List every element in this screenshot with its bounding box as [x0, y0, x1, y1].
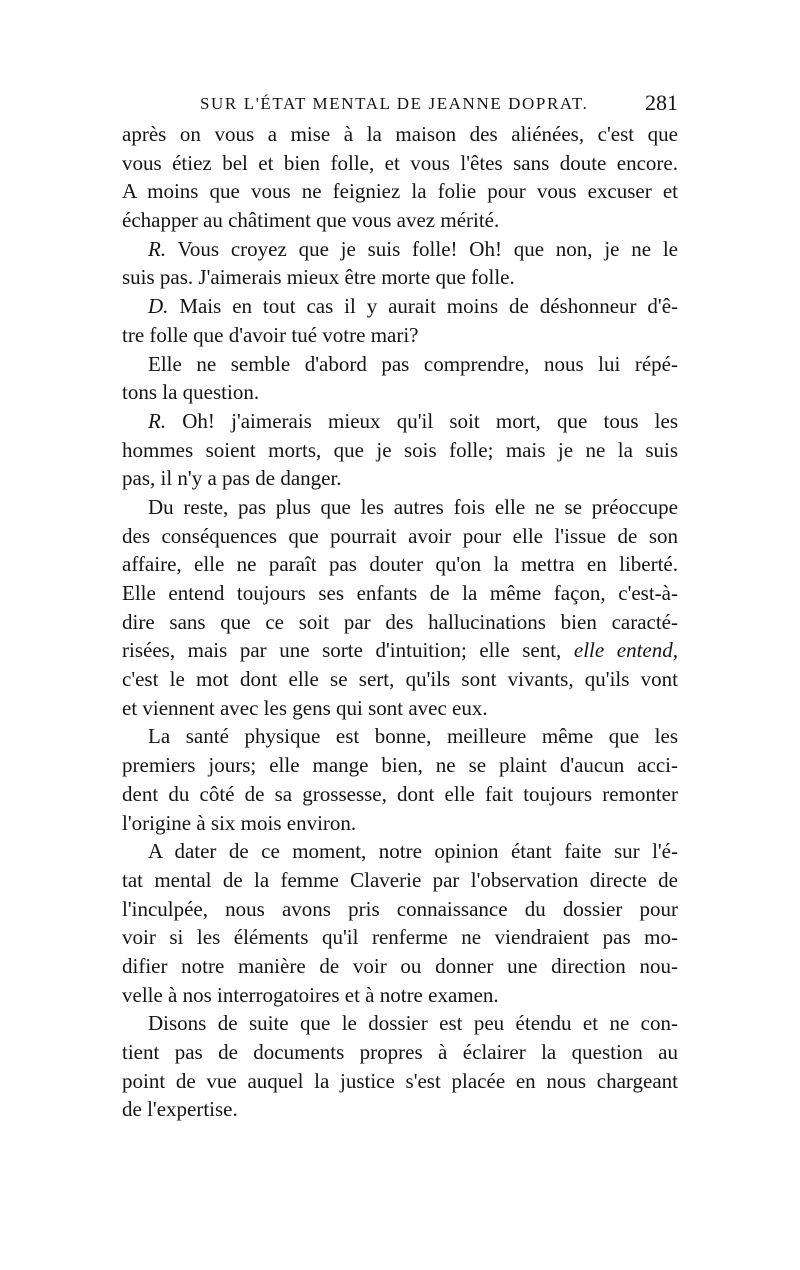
text-line [122, 522, 678, 551]
line-text: risées, mais par une sorte d'intuition; elle sent, [122, 638, 562, 663]
text-line [122, 722, 678, 751]
line-text: l'origine à six mois environ. [122, 810, 357, 835]
dialogue-marker: R. [148, 236, 167, 261]
page-number: 281 [645, 90, 678, 115]
text-line [122, 751, 678, 780]
text-line [122, 665, 678, 694]
line-text: Vous croyez que je suis folle! Oh! que non, je ne le [177, 236, 678, 261]
line-text: tient pas de documents propres à éclairer la question au [122, 1040, 678, 1064]
text-line [122, 1067, 678, 1096]
line-text: point de vue auquel la justice s'est placée en nous chargeant [122, 1068, 678, 1093]
line-text: Du reste, pas plus que les autres fois elle ne se préoccupe [148, 494, 678, 519]
line-text: affaire, elle ne paraît pas douter qu'on la mettra en liberté. [122, 552, 678, 577]
text-line [122, 464, 678, 493]
line-text: A moins que vous ne feigniez la folie pour vous excuser et [122, 179, 678, 204]
line-text: des conséquences que pourrait avoir pour elle l'issue de son [122, 523, 678, 548]
text-line [122, 350, 678, 379]
line-text: vous étiez bel et bien folle, et vous l'êtes sans doute encore. [122, 150, 678, 175]
text-line [122, 866, 678, 895]
text-line [122, 407, 678, 436]
text-line [122, 780, 678, 809]
line-text: l'inculpée, nous avons pris connaissance du dossier pour [122, 896, 678, 921]
running-title: SUR L'ÉTAT MENTAL DE JEANNE DOPRAT. [200, 94, 589, 113]
text-line [122, 1095, 678, 1124]
line-text: A dater de ce moment, notre opinion étant faite sur l'é- [148, 839, 678, 864]
line-text: dire sans que ce soit par des hallucinations bien caracté- [122, 609, 678, 634]
text-line [122, 608, 678, 637]
line-text: difier notre manière de voir ou donner une direction nou- [122, 953, 678, 978]
text-line [122, 292, 678, 321]
text-line [122, 321, 678, 350]
text-line [122, 895, 678, 924]
text-line [122, 837, 678, 866]
line-text: voir si les éléments qu'il renferme ne viendraient pas mo- [122, 925, 678, 950]
text-line [122, 952, 678, 981]
dialogue-marker: D. [148, 294, 169, 319]
line-text: après on vous a mise à la maison des aliénées, c'est que [122, 122, 678, 146]
line-text: Disons de suite que le dossier est peu étendu et ne con- [148, 1011, 678, 1036]
italic-phrase: elle entend, [573, 638, 678, 663]
text-line [122, 1009, 678, 1038]
body-text [122, 120, 678, 1124]
line-text: hommes soient morts, que je sois folle; mais je ne la suis [122, 437, 678, 462]
text-line [122, 120, 678, 149]
text-line [122, 493, 678, 522]
line-text: de l'expertise. [122, 1097, 238, 1122]
text-line [122, 550, 678, 579]
line-text: Elle entend toujours ses enfants de la même façon, c'est-à- [122, 581, 678, 605]
line-text: échapper au châtiment que vous avez mérité. [122, 208, 500, 233]
text-line [122, 809, 678, 838]
text-line [122, 636, 678, 665]
text-line [122, 981, 678, 1010]
text-line [122, 1038, 678, 1067]
text-line [122, 177, 678, 206]
line-text: suis pas. J'aimerais mieux être morte que folle. [122, 265, 515, 290]
text-line [122, 149, 678, 178]
line-text: tat mental de la femme Claverie par l'observation directe de [122, 867, 678, 892]
line-text: velle à nos interrogatoires et à notre examen. [122, 982, 499, 1007]
line-text: pas, il n'y a pas de danger. [122, 466, 342, 491]
line-text: Mais en tout cas il y aurait moins de déshonneur d'ê- [179, 294, 679, 319]
line-text: Oh! j'aimerais mieux qu'il soit mort, que tous les [182, 408, 678, 433]
dialogue-marker: R. [148, 408, 167, 433]
running-header [200, 90, 678, 118]
text-line [122, 923, 678, 952]
text-line [122, 436, 678, 465]
text-line [122, 694, 678, 723]
line-text: premiers jours; elle mange bien, ne se plaint d'aucun acci- [122, 753, 678, 778]
line-text: Elle ne semble d'abord pas comprendre, nous lui répé- [148, 351, 678, 376]
text-line [122, 263, 678, 292]
text-line [122, 378, 678, 407]
line-text: La santé physique est bonne, meilleure même que les [148, 724, 678, 749]
text-line [122, 206, 678, 235]
text-line [122, 579, 678, 608]
text-line [122, 235, 678, 264]
line-text: et viennent avec les gens qui sont avec eux. [122, 695, 488, 720]
line-text: tre folle que d'avoir tué votre mari? [122, 322, 419, 347]
line-text: tons la question. [122, 380, 260, 405]
line-text: c'est le mot dont elle se sert, qu'ils sont vivants, qu'ils vont [122, 667, 678, 692]
line-text: dent du côté de sa grossesse, dont elle fait toujours remonter [122, 781, 678, 806]
